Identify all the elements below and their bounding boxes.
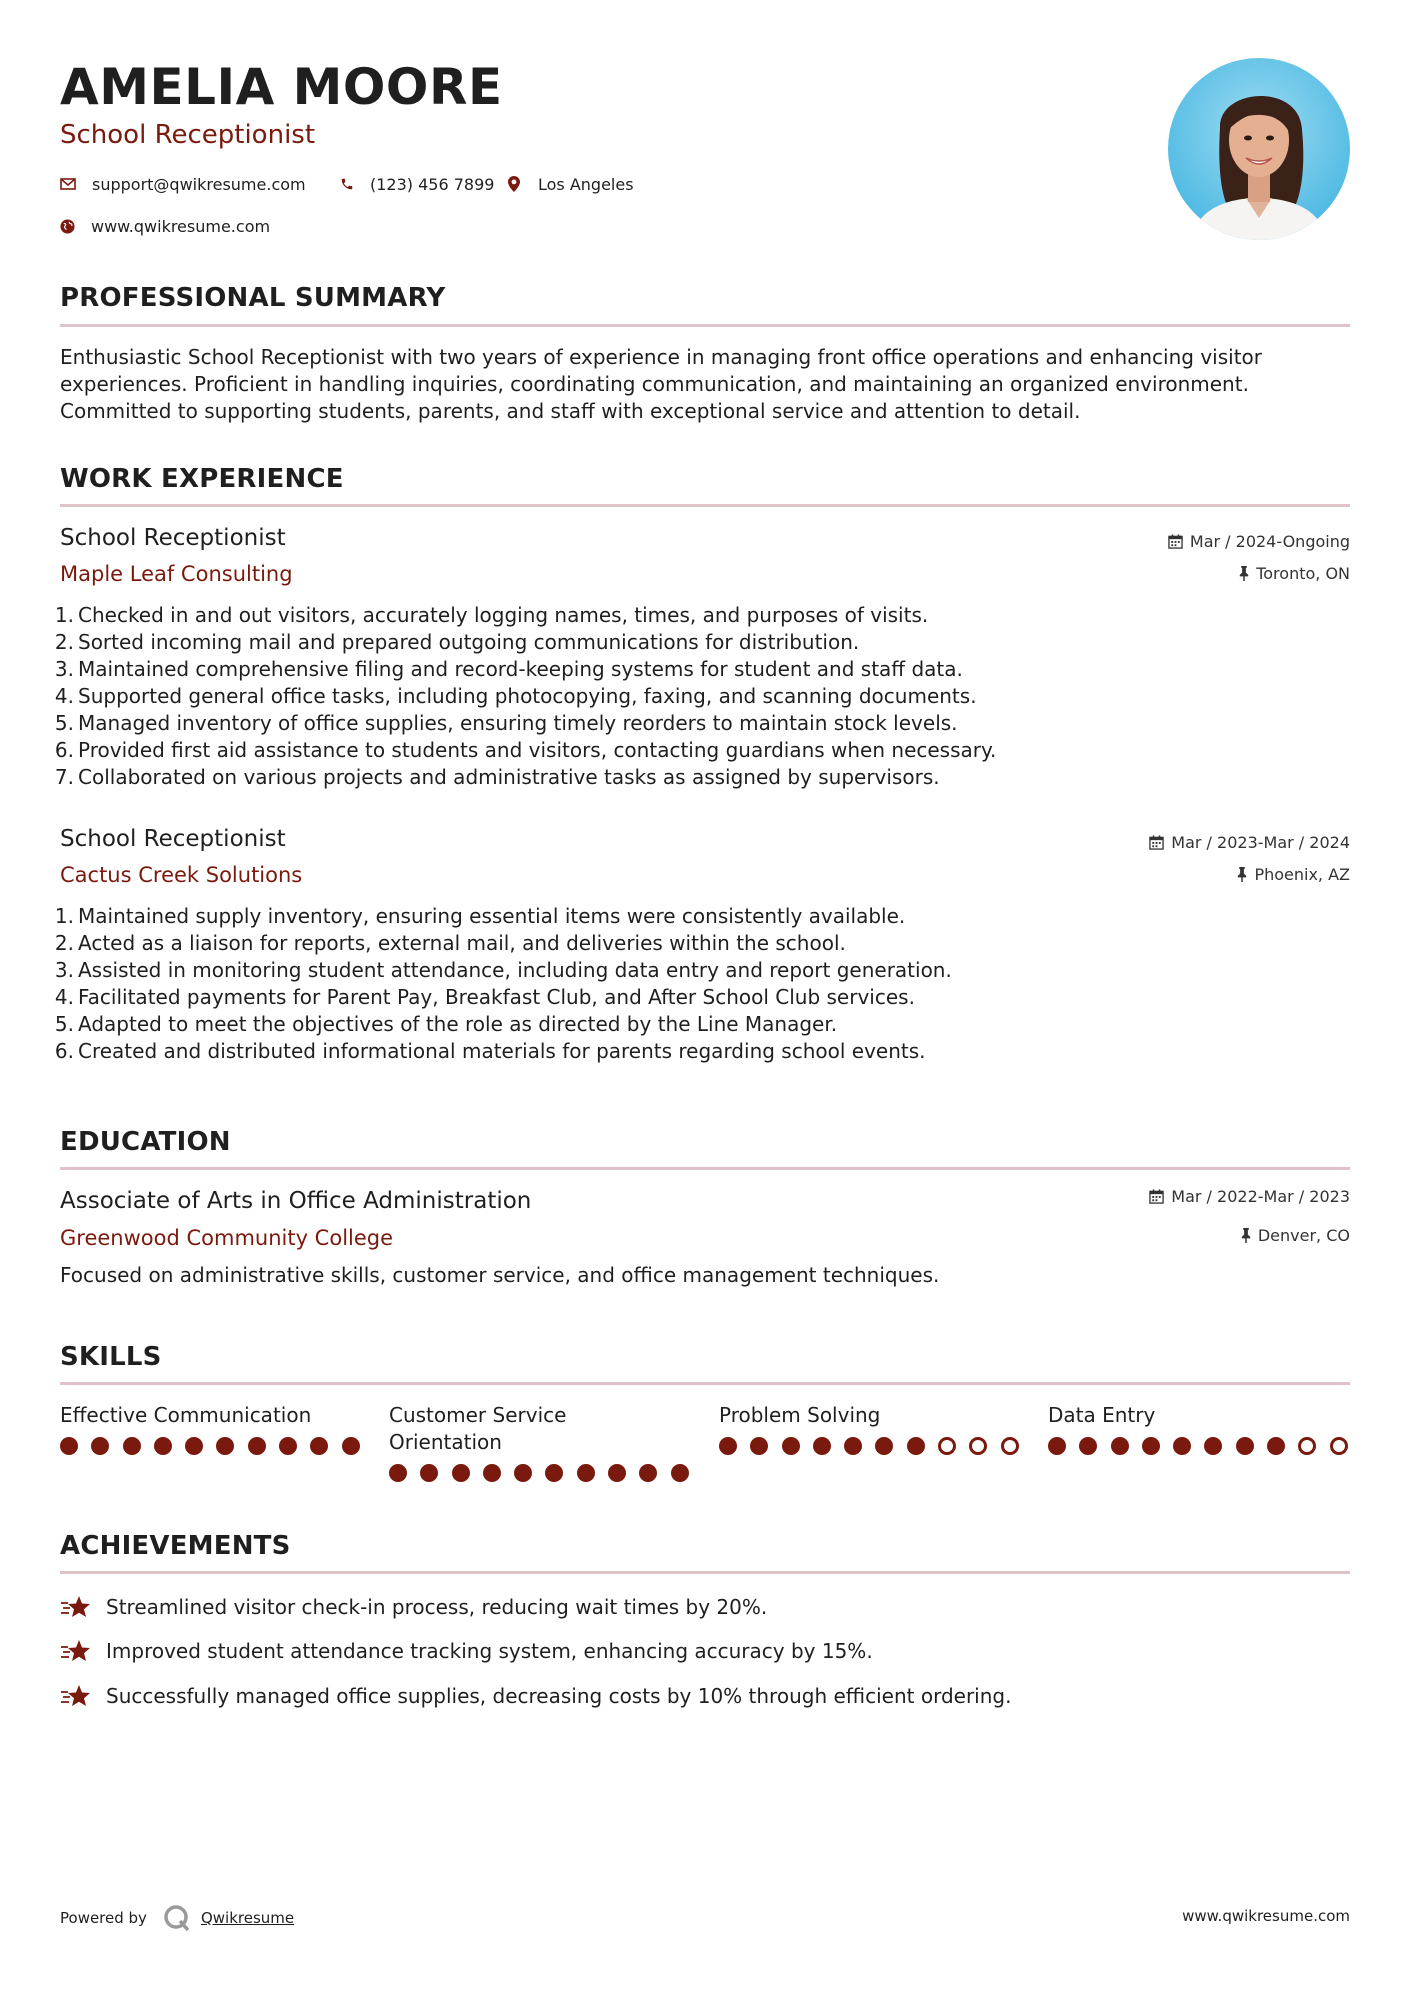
- pushpin-icon: [1239, 566, 1249, 581]
- achievement-item: [60, 1594, 767, 1620]
- contact-website[interactable]: [60, 214, 270, 238]
- skill-name: Data Entry: [1048, 1403, 1156, 1427]
- rating-dot-filled: [483, 1464, 501, 1482]
- skill-item: [719, 1402, 1019, 1455]
- rating-dot-filled: [91, 1437, 109, 1455]
- education-dates-text: Mar / 2022-Mar / 2023: [1171, 1187, 1350, 1206]
- globe-icon: [60, 219, 75, 234]
- achievement-item: [60, 1683, 1011, 1709]
- rating-dot-filled: [216, 1437, 234, 1455]
- qwikresume-link[interactable]: Qwikresume: [200, 1909, 295, 1927]
- contact-phone[interactable]: [340, 172, 494, 196]
- summary-line: experiences. Proficient in handling inquiries, coordinating communication, and maintaining an organized environment.: [60, 372, 1249, 396]
- job-dates: [1149, 833, 1350, 852]
- calendar-icon: [1149, 835, 1164, 850]
- rating-dot-filled: [154, 1437, 172, 1455]
- section-divider: [60, 504, 1350, 507]
- profile-photo: [1168, 58, 1350, 240]
- job-dates: [1168, 532, 1350, 551]
- rating-dot-filled: [671, 1464, 689, 1482]
- rating-dot-filled: [1267, 1437, 1285, 1455]
- rating-dot-filled: [1111, 1437, 1129, 1455]
- rating-dot-filled: [719, 1437, 737, 1455]
- website-text: www.qwikresume.com: [91, 216, 271, 236]
- list-item: 6. Created and distributed informational materials for parents regarding school events.: [54, 1039, 926, 1063]
- rating-dot-empty: [1298, 1437, 1316, 1455]
- rating-dot-filled: [813, 1437, 831, 1455]
- job-location-text: Phoenix, AZ: [1254, 865, 1350, 884]
- candidate-role: School Receptionist: [60, 120, 316, 150]
- section-title-summary: PROFESSIONAL SUMMARY: [60, 283, 446, 313]
- section-title-achievements: ACHIEVEMENTS: [60, 1531, 291, 1561]
- skill-name: Customer Service Orientation: [389, 1403, 567, 1454]
- rating-dot-filled: [1142, 1437, 1160, 1455]
- list-item: 3. Maintained comprehensive filing and record-keeping systems for student and staff data.: [54, 657, 963, 681]
- rating-dot-filled: [452, 1464, 470, 1482]
- rating-dot-filled: [577, 1464, 595, 1482]
- job-title: School Receptionist: [60, 826, 286, 852]
- skill-rating: [389, 1464, 689, 1482]
- list-item: 4. Supported general office tasks, including photocopying, faxing, and scanning documents.: [54, 684, 977, 708]
- school-name: Greenwood Community College: [60, 1226, 394, 1250]
- rating-dot-filled: [1236, 1437, 1254, 1455]
- map-pin-icon: [508, 176, 520, 192]
- skill-rating: [1048, 1437, 1348, 1455]
- phone-text: (123) 456 7899: [370, 174, 495, 194]
- rating-dot-filled: [310, 1437, 328, 1455]
- star-award-icon: [60, 1683, 92, 1709]
- skill-item: [1048, 1402, 1348, 1455]
- job-bullets: [52, 903, 1342, 1065]
- job-company: Maple Leaf Consulting: [60, 562, 293, 586]
- star-award-icon: [60, 1594, 92, 1620]
- contact-location: [508, 172, 634, 196]
- education-location: [1241, 1226, 1350, 1245]
- list-item: 5. Adapted to meet the objectives of the role as directed by the Line Manager.: [54, 1012, 838, 1036]
- rating-dot-filled: [750, 1437, 768, 1455]
- job-location: [1237, 865, 1350, 884]
- summary-line: Enthusiastic School Receptionist with two years of experience in managing front office operations and enhancing visitor: [60, 345, 1263, 369]
- rating-dot-filled: [279, 1437, 297, 1455]
- pushpin-icon: [1237, 867, 1247, 882]
- list-item: 2. Sorted incoming mail and prepared outgoing communications for distribution.: [54, 630, 860, 654]
- degree-title: Associate of Arts in Office Administration: [60, 1188, 532, 1214]
- job-bullets: [52, 602, 1342, 791]
- education-dates: [1149, 1187, 1350, 1206]
- list-item: 1. Checked in and out visitors, accurately logging names, times, and purposes of visits.: [54, 603, 929, 627]
- skill-item: [389, 1402, 689, 1482]
- section-divider: [60, 1571, 1350, 1574]
- location-text: Los Angeles: [538, 174, 634, 194]
- job-company: Cactus Creek Solutions: [60, 863, 303, 887]
- skill-name: Effective Communication: [60, 1403, 312, 1427]
- achievement-item: [60, 1638, 873, 1664]
- skill-name: Problem Solving: [719, 1403, 881, 1427]
- rating-dot-filled: [1048, 1437, 1066, 1455]
- rating-dot-filled: [1173, 1437, 1191, 1455]
- list-item: 1. Maintained supply inventory, ensuring essential items were consistently available.: [54, 904, 906, 928]
- calendar-icon: [1168, 534, 1183, 549]
- footer-powered-by: [60, 1904, 294, 1932]
- rating-dot-filled: [875, 1437, 893, 1455]
- list-item: 6. Provided first aid assistance to students and visitors, contacting guardians when necessary.: [54, 738, 997, 762]
- rating-dot-filled: [389, 1464, 407, 1482]
- summary-text: [60, 344, 1350, 425]
- list-item: 5. Managed inventory of office supplies, ensuring timely reorders to maintain stock levels.: [54, 711, 958, 735]
- list-item: 4. Facilitated payments for Parent Pay, Breakfast Club, and After School Club services.: [54, 985, 915, 1009]
- envelope-icon: [60, 178, 76, 190]
- candidate-name: AMELIA MOORE: [60, 58, 503, 116]
- job-dates-text: Mar / 2024-Ongoing: [1189, 532, 1350, 551]
- skill-rating: [719, 1437, 1019, 1455]
- rating-dot-filled: [60, 1437, 78, 1455]
- rating-dot-filled: [342, 1437, 360, 1455]
- list-item: 7. Collaborated on various projects and administrative tasks as assigned by supervisors.: [54, 765, 940, 789]
- rating-dot-filled: [907, 1437, 925, 1455]
- job-dates-text: Mar / 2023-Mar / 2024: [1171, 833, 1350, 852]
- achievement-text: Successfully managed office supplies, decreasing costs by 10% through efficient ordering.: [106, 1684, 1012, 1708]
- education-description: Focused on administrative skills, customer service, and office management techniques.: [60, 1263, 940, 1287]
- job-title: School Receptionist: [60, 525, 286, 551]
- education-location-text: Denver, CO: [1257, 1226, 1350, 1245]
- section-divider: [60, 324, 1350, 327]
- rating-dot-empty: [938, 1437, 956, 1455]
- email-text: support@qwikresume.com: [92, 174, 306, 194]
- section-title-experience: WORK EXPERIENCE: [60, 464, 344, 494]
- section-divider: [60, 1382, 1350, 1385]
- rating-dot-filled: [782, 1437, 800, 1455]
- section-title-education: EDUCATION: [60, 1127, 231, 1157]
- rating-dot-filled: [608, 1464, 626, 1482]
- rating-dot-filled: [1204, 1437, 1222, 1455]
- job-location: [1239, 564, 1350, 583]
- rating-dot-filled: [420, 1464, 438, 1482]
- rating-dot-filled: [185, 1437, 203, 1455]
- section-divider: [60, 1167, 1350, 1170]
- list-item: 3. Assisted in monitoring student attendance, including data entry and report generation.: [54, 958, 952, 982]
- contact-email[interactable]: [60, 172, 306, 196]
- rating-dot-filled: [248, 1437, 266, 1455]
- achievement-text: Streamlined visitor check-in process, reducing wait times by 20%.: [106, 1595, 768, 1619]
- rating-dot-empty: [1001, 1437, 1019, 1455]
- rating-dot-filled: [639, 1464, 657, 1482]
- job-location-text: Toronto, ON: [1256, 564, 1350, 583]
- footer-website[interactable]: www.qwikresume.com: [1182, 1907, 1350, 1925]
- rating-dot-filled: [844, 1437, 862, 1455]
- summary-line: Committed to supporting students, parents, and staff with exceptional service and attention to detail.: [60, 399, 1081, 423]
- skill-rating: [60, 1437, 360, 1455]
- powered-by-label: Powered by: [60, 1909, 147, 1927]
- rating-dot-filled: [514, 1464, 532, 1482]
- star-award-icon: [60, 1638, 92, 1664]
- pushpin-icon: [1241, 1228, 1251, 1243]
- rating-dot-empty: [1330, 1437, 1348, 1455]
- section-title-skills: SKILLS: [60, 1342, 162, 1372]
- rating-dot-empty: [969, 1437, 987, 1455]
- rating-dot-filled: [1079, 1437, 1097, 1455]
- rating-dot-filled: [545, 1464, 563, 1482]
- skill-item: [60, 1402, 360, 1455]
- list-item: 2. Acted as a liaison for reports, external mail, and deliveries within the school.: [54, 931, 846, 955]
- rating-dot-filled: [123, 1437, 141, 1455]
- calendar-icon: [1149, 1189, 1164, 1204]
- qwikresume-logo-icon: [163, 1904, 191, 1932]
- achievement-text: Improved student attendance tracking system, enhancing accuracy by 15%.: [106, 1639, 873, 1663]
- phone-icon: [340, 177, 354, 191]
